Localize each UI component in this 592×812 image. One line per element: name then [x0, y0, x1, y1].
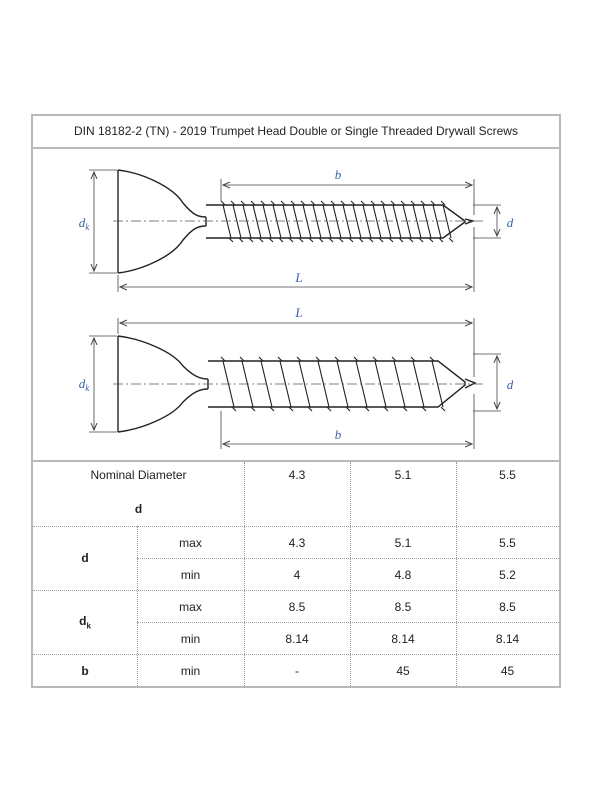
d-min-2: 4.8	[394, 568, 412, 582]
limit-dk-min: min	[180, 632, 201, 646]
param-d: d	[81, 551, 89, 565]
label-d-bottom: d	[506, 377, 514, 392]
spec-sheet	[31, 114, 561, 688]
dk-max-2: 8.5	[394, 600, 412, 614]
technical-drawing	[33, 149, 559, 460]
nominal-diameter-label: Nominal Diameter	[90, 468, 187, 482]
d-max-1: 4.3	[288, 536, 306, 550]
thread-fine	[423, 205, 431, 238]
label-L-bottom: L	[295, 305, 303, 320]
limit-dk-max: max	[179, 600, 202, 614]
thread-fine	[363, 205, 371, 238]
thread-fine	[393, 205, 401, 238]
nominal-value-3: 5.5	[499, 468, 516, 482]
b-min-2: 45	[396, 664, 410, 678]
thread-fine	[233, 205, 241, 238]
sheet-title: DIN 18182-2 (TN) - 2019 Trumpet Head Double or Single Threaded Drywall Screws	[33, 116, 559, 149]
thread-fine	[313, 205, 321, 238]
thread-fine	[243, 205, 251, 238]
label-b-bottom: b	[334, 427, 342, 442]
limit-d-max: max	[179, 536, 202, 550]
thread-fine	[293, 205, 301, 238]
label-b-top: b	[334, 167, 342, 182]
limit-b-min: min	[180, 664, 201, 678]
thread-fine	[433, 205, 441, 238]
dk-min-3: 8.14	[495, 632, 520, 646]
screw-bottom	[113, 336, 483, 432]
b-min-1: -	[295, 664, 299, 678]
label-d-top: d	[506, 215, 514, 230]
nominal-value-2: 5.1	[394, 468, 412, 482]
thread-fine	[253, 205, 261, 238]
thread-fine	[373, 205, 381, 238]
param-b: b	[81, 664, 89, 678]
spec-table	[33, 462, 559, 686]
dk-min-1: 8.14	[285, 632, 309, 646]
thread-fine	[413, 205, 421, 238]
screw-drawing	[33, 149, 559, 462]
thread-fine	[343, 205, 351, 238]
nominal-value-1: 4.3	[288, 468, 306, 482]
d-max-3: 5.5	[499, 536, 516, 550]
dim-b-top	[221, 179, 474, 215]
dim-dk-top	[89, 170, 117, 273]
thread-fine	[283, 205, 291, 238]
d-max-2: 5.1	[394, 536, 412, 550]
thread-fine	[383, 205, 391, 238]
thread-fine	[403, 205, 411, 238]
thread-fine	[323, 205, 331, 238]
dk-min-2: 8.14	[391, 632, 415, 646]
d-min-1: 4	[293, 568, 301, 582]
b-min-3: 45	[500, 664, 515, 678]
dk-max-3: 8.5	[499, 600, 516, 614]
label-dk-top: $d_k$	[78, 215, 90, 232]
thread-fine	[223, 205, 231, 238]
dim-d-top	[473, 205, 501, 238]
limit-d-min: min	[180, 568, 201, 582]
thread-fine	[303, 205, 311, 238]
label-dk-bottom: $d_k$	[78, 376, 90, 393]
dim-dk-bottom	[89, 336, 117, 432]
d-min-3: 5.2	[499, 568, 516, 582]
dk-max-1: 8.5	[288, 600, 306, 614]
screw-top	[113, 170, 483, 273]
dim-L-bottom	[118, 318, 474, 377]
thread-fine	[353, 205, 361, 238]
thread-fine	[333, 205, 341, 238]
thread-fine	[273, 205, 281, 238]
param-dk: $d_k$	[79, 614, 91, 631]
label-L-top: L	[295, 270, 303, 285]
dim-d-bottom	[473, 354, 501, 411]
thread-fine	[263, 205, 271, 238]
nominal-diameter-symbol: d	[134, 502, 143, 516]
dim-b-bottom	[221, 394, 474, 449]
